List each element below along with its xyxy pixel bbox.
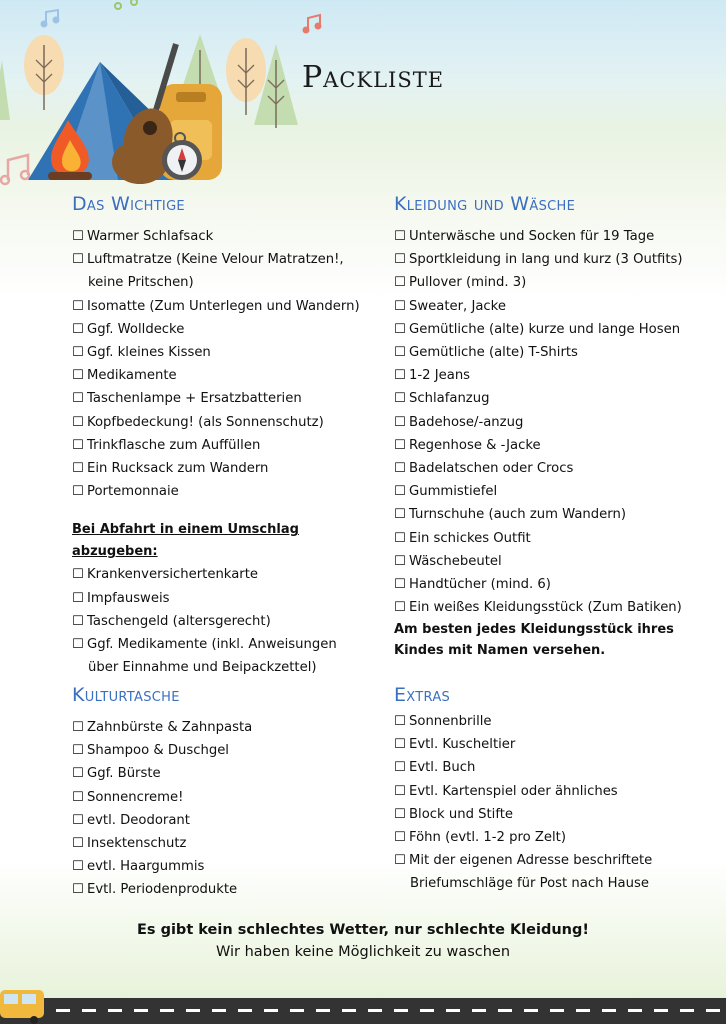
- checkbox-icon[interactable]: ☐: [394, 461, 406, 477]
- checklist-item[interactable]: ☐ Luftmatratze (Keine Velour Matratzen!, keine Pritschen): [72, 248, 372, 294]
- road-dash: [472, 1009, 486, 1012]
- checklist-item[interactable]: ☐ Turnschuhe (auch zum Wandern): [394, 503, 714, 526]
- checkbox-icon[interactable]: ☐: [72, 836, 84, 852]
- checklist-item[interactable]: ☐ Evtl. Kartenspiel oder ähnliches: [394, 780, 714, 803]
- checkbox-icon[interactable]: ☐: [72, 252, 84, 268]
- footer-slogan: Es gibt kein schlechtes Wetter, nur schlechte Kleidung!: [137, 922, 589, 938]
- checklist-item[interactable]: ☐ evtl. Haargummis: [72, 855, 372, 878]
- checklist-item[interactable]: ☐ Badelatschen oder Crocs: [394, 457, 714, 480]
- road-dash: [654, 1009, 668, 1012]
- checkbox-icon[interactable]: ☐: [72, 567, 84, 583]
- checklist-item[interactable]: ☐ Medikamente: [72, 364, 372, 387]
- checkbox-icon[interactable]: ☐: [72, 720, 84, 735]
- checklist-item[interactable]: ☐ Sonnencreme!: [72, 786, 372, 809]
- checkbox-icon[interactable]: ☐: [72, 298, 84, 314]
- checkbox-icon[interactable]: ☐: [394, 275, 406, 291]
- checkbox-icon[interactable]: ☐: [394, 484, 406, 500]
- checkbox-icon[interactable]: ☐: [72, 590, 84, 606]
- checklist-item[interactable]: ☐ Wäschebeutel: [394, 550, 714, 573]
- checklist-item[interactable]: ☐ Schlafanzug: [394, 387, 714, 410]
- section-heading-kulturtasche: Kulturtasche: [72, 684, 180, 706]
- checklist-item[interactable]: ☐ Ggf. kleines Kissen: [72, 341, 372, 364]
- checklist-item[interactable]: ☐ Gemütliche (alte) kurze und lange Hosen: [394, 318, 714, 341]
- checklist-item[interactable]: ☐ Gummistiefel: [394, 480, 714, 503]
- checkbox-icon[interactable]: ☐: [394, 229, 406, 244]
- road-dash: [550, 1009, 564, 1012]
- extras-section: [394, 684, 714, 896]
- checkbox-icon[interactable]: ☐: [394, 391, 406, 407]
- checklist-item[interactable]: ☐ Warmer Schlafsack: [72, 225, 372, 248]
- checkbox-icon[interactable]: ☐: [72, 859, 84, 875]
- checkbox-icon[interactable]: ☐: [72, 613, 84, 629]
- checklist-item[interactable]: ☐ Insektenschutz: [72, 832, 372, 855]
- checkbox-icon[interactable]: ☐: [72, 637, 84, 653]
- road-dash: [82, 1009, 96, 1012]
- checkbox-icon[interactable]: ☐: [72, 743, 84, 759]
- camping-illustration: [0, 0, 726, 200]
- checklist-item[interactable]: ☐ Evtl. Kuscheltier: [394, 733, 714, 756]
- checkbox-icon[interactable]: ☐: [394, 737, 406, 753]
- road-dash: [160, 1009, 174, 1012]
- checklist-item[interactable]: ☐ Regenhose & -Jacke: [394, 434, 714, 457]
- checkbox-icon[interactable]: ☐: [394, 600, 406, 616]
- checkbox-icon[interactable]: ☐: [394, 368, 406, 384]
- road-dash: [264, 1009, 278, 1012]
- checklist-item[interactable]: ☐ Evtl. Periodenprodukte: [72, 878, 372, 901]
- section-heading-extras: Extras: [394, 684, 451, 706]
- checklist-item[interactable]: ☐ Ein schickes Outfit: [394, 527, 714, 550]
- checklist-item[interactable]: ☐ Sweater, Jacke: [394, 295, 714, 318]
- checklist-item[interactable]: ☐ Krankenversichertenkarte: [72, 563, 372, 586]
- checkbox-icon[interactable]: ☐: [394, 507, 406, 523]
- checkbox-icon[interactable]: ☐: [72, 766, 84, 782]
- checkbox-icon[interactable]: ☐: [394, 577, 406, 593]
- checkbox-icon[interactable]: ☐: [72, 882, 84, 898]
- checkbox-icon[interactable]: ☐: [72, 321, 84, 337]
- left-column: [72, 193, 372, 679]
- checklist-item[interactable]: ☐ Ein Rucksack zum Wandern: [72, 457, 372, 480]
- checklist-item[interactable]: ☐ Unterwäsche und Socken für 19 Tage: [394, 225, 714, 248]
- checkbox-icon[interactable]: ☐: [394, 530, 406, 546]
- checkbox-icon[interactable]: ☐: [394, 414, 406, 430]
- checkbox-icon[interactable]: ☐: [394, 783, 406, 799]
- checkbox-icon[interactable]: ☐: [394, 321, 406, 337]
- road-dash: [420, 1009, 434, 1012]
- music-note-icon: [115, 0, 137, 9]
- checklist-item[interactable]: ☐ Portemonnaie: [72, 480, 372, 503]
- checklist-item[interactable]: ☐ Sonnenbrille: [394, 710, 714, 733]
- checklist-item[interactable]: ☐ Evtl. Buch: [394, 756, 714, 779]
- checkbox-icon[interactable]: ☐: [394, 806, 406, 822]
- checkbox-icon[interactable]: ☐: [394, 830, 406, 846]
- checkbox-icon[interactable]: ☐: [72, 414, 84, 430]
- page-title: Packliste: [302, 60, 445, 95]
- checklist-item[interactable]: ☐ Ggf. Wolldecke: [72, 318, 372, 341]
- checkbox-icon[interactable]: ☐: [72, 437, 84, 453]
- checkbox-icon[interactable]: ☐: [72, 484, 84, 500]
- road-dash: [628, 1009, 642, 1012]
- checkbox-icon[interactable]: ☐: [72, 461, 84, 477]
- road-dash: [108, 1009, 122, 1012]
- checklist-item[interactable]: ☐ Badehose/-anzug: [394, 411, 714, 434]
- road-dash: [498, 1009, 512, 1012]
- checkbox-icon[interactable]: ☐: [72, 391, 84, 407]
- road-dash: [316, 1009, 330, 1012]
- checklist-item[interactable]: ☐ Ggf. Bürste: [72, 762, 372, 785]
- section-heading-das-wichtige: Das Wichtige: [72, 193, 185, 215]
- road-dash: [602, 1009, 616, 1012]
- checkbox-icon[interactable]: ☐: [72, 229, 84, 244]
- checklist-item[interactable]: ☐ Shampoo & Duschgel: [72, 739, 372, 762]
- checkbox-icon[interactable]: ☐: [394, 553, 406, 569]
- music-note-icon: [42, 10, 59, 27]
- checklist-item[interactable]: ☐ Föhn (evtl. 1-2 pro Zelt): [394, 826, 714, 849]
- checklist-item[interactable]: ☐ Mit der eigenen Adresse beschriftete Briefumschläge für Post nach Hause: [394, 849, 714, 895]
- name-label-note: Am besten jedes Kleidungsstück ihres Kindes mit Namen versehen.: [394, 622, 674, 659]
- road-dash: [342, 1009, 356, 1012]
- checklist-item[interactable]: ☐ 1-2 Jeans: [394, 364, 714, 387]
- subheading-abfahrt: Bei Abfahrt in einem Umschlag abzugeben:: [72, 522, 299, 560]
- road-dash: [394, 1009, 408, 1012]
- checklist-item[interactable]: ☐ evtl. Deodorant: [72, 809, 372, 832]
- right-column: [394, 193, 714, 661]
- checklist-item[interactable]: ☐ Block und Stifte: [394, 803, 714, 826]
- checkbox-icon[interactable]: ☐: [394, 760, 406, 776]
- checklist-item[interactable]: ☐ Sportkleidung in lang und kurz (3 Outfits): [394, 248, 714, 271]
- road-dash: [576, 1009, 590, 1012]
- road-dash: [186, 1009, 200, 1012]
- kulturtasche-section: [72, 684, 372, 902]
- checklist-item[interactable]: ☐ Handtücher (mind. 6): [394, 573, 714, 596]
- tree-icon: [0, 60, 10, 120]
- section-heading-kleidung: Kleidung und Wäsche: [394, 193, 576, 215]
- checkbox-icon[interactable]: ☐: [72, 345, 84, 361]
- road-dash: [56, 1009, 70, 1012]
- checkbox-icon[interactable]: ☐: [394, 714, 406, 729]
- road-dash: [524, 1009, 538, 1012]
- checkbox-icon[interactable]: ☐: [72, 368, 84, 384]
- checklist-item[interactable]: ☐ Taschenlampe + Ersatzbatterien: [72, 387, 372, 410]
- road-illustration: [0, 990, 726, 1024]
- checkbox-icon[interactable]: ☐: [72, 812, 84, 828]
- road-dash: [446, 1009, 460, 1012]
- road-dash: [238, 1009, 252, 1012]
- checkbox-icon[interactable]: ☐: [394, 345, 406, 361]
- footer-note: Wir haben keine Möglichkeit zu waschen: [215, 944, 511, 960]
- tree-icon: [24, 35, 64, 110]
- road-dash: [290, 1009, 304, 1012]
- checklist-item[interactable]: ☐ Pullover (mind. 3): [394, 271, 714, 294]
- checklist-item[interactable]: ☐ Trinkflasche zum Auffüllen: [72, 434, 372, 457]
- checklist-item[interactable]: ☐ Zahnbürste & Zahnpasta: [72, 716, 372, 739]
- checkbox-icon[interactable]: ☐: [394, 853, 406, 869]
- checklist-item[interactable]: ☐ Isomatte (Zum Unterlegen und Wandern): [72, 295, 372, 318]
- road-dash: [368, 1009, 382, 1012]
- checkbox-icon[interactable]: ☐: [394, 437, 406, 453]
- checklist-item[interactable]: ☐ Ein weißes Kleidungsstück (Zum Batiken): [394, 596, 714, 619]
- checklist-item[interactable]: ☐ Kopfbedeckung! (als Sonnenschutz): [72, 411, 372, 434]
- music-note-icon: [304, 15, 321, 33]
- road-dash: [706, 1009, 720, 1012]
- checklist-item[interactable]: ☐ Gemütliche (alte) T-Shirts: [394, 341, 714, 364]
- checkbox-icon[interactable]: ☐: [394, 298, 406, 314]
- checkbox-icon[interactable]: ☐: [394, 252, 406, 268]
- road-dash: [680, 1009, 694, 1012]
- road-dash: [212, 1009, 226, 1012]
- checkbox-icon[interactable]: ☐: [72, 789, 84, 805]
- road-dash: [134, 1009, 148, 1012]
- checklist-item[interactable]: ☐ Ggf. Medikamente (inkl. Anweisungen über Einnahme und Beipackzettel): [72, 633, 372, 679]
- music-note-icon: [1, 155, 29, 184]
- checklist-item[interactable]: ☐ Impfausweis: [72, 587, 372, 610]
- checklist-item[interactable]: ☐ Taschengeld (altersgerecht): [72, 610, 372, 633]
